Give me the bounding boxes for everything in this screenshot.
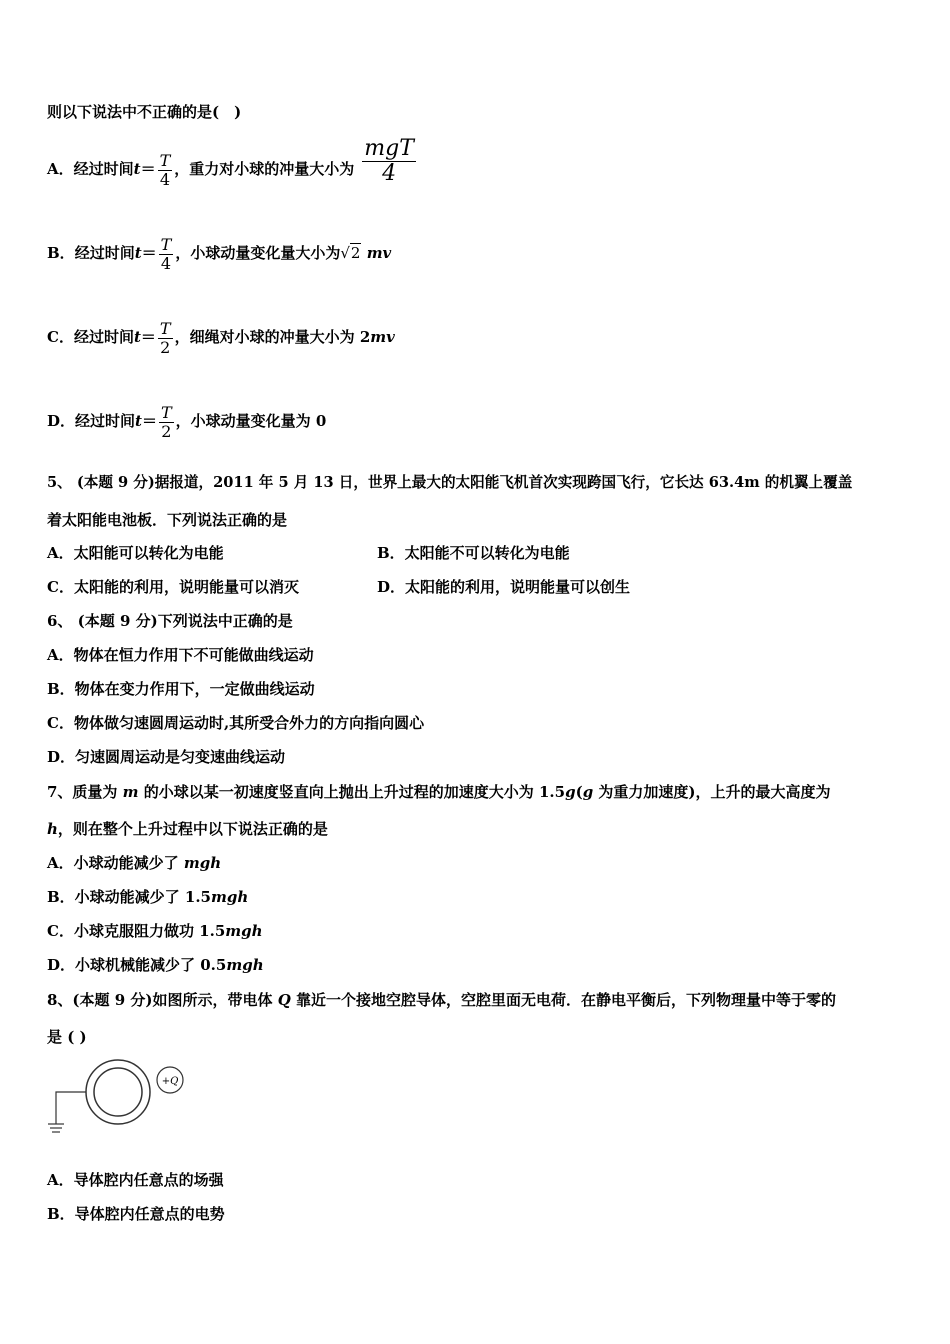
q7-option-b <box>47 887 248 907</box>
option-text: 经过时间 <box>73 160 134 178</box>
q8-text: 靠近一个接地空腔导体，空腔里面无电荷．在静电平衡后，下列物理量中等于零的 <box>290 991 837 1009</box>
q5-stem-line2: 着太阳能电池板．下列说法正确的是 <box>47 511 288 529</box>
q5-option-a: A．太阳能可以转化为电能 <box>47 544 224 562</box>
q6-option-b: B．物体在变力作用下，一定做曲线运动 <box>47 680 315 698</box>
fraction-t <box>159 404 174 441</box>
frac-num: T <box>159 150 171 170</box>
frac-num: T <box>160 234 172 254</box>
q4-option-c <box>47 314 395 360</box>
q7-text: ( <box>575 783 583 801</box>
var-t: t <box>135 412 142 430</box>
q7-stem-line1 <box>47 782 831 802</box>
option-text: B．小球动能减少了 1.5 <box>47 888 211 906</box>
charge-label: +Q <box>161 1076 179 1087</box>
q4-option-a <box>47 135 418 192</box>
frac-num: T <box>160 402 172 422</box>
equals: ＝ <box>141 412 157 430</box>
var-mgh: mgh <box>226 956 264 974</box>
option-text: A．小球动能减少了 <box>47 854 184 872</box>
frac-den: 4 <box>159 254 174 273</box>
q4-option-d <box>47 398 326 444</box>
conductor-inner-circle <box>94 1068 142 1116</box>
equals: ＝ <box>140 160 156 178</box>
var-t: t <box>133 328 141 346</box>
q6-option-d: D．匀速圆周运动是匀变速曲线运动 <box>47 748 286 766</box>
sqrt-expr: √2 <box>340 244 361 262</box>
frac-num: mgT <box>364 135 414 161</box>
q8-option-a: A．导体腔内任意点的场强 <box>47 1171 224 1189</box>
option-text: ，细绳对小球的冲量大小为 2 <box>174 328 371 346</box>
option-letter: C． <box>47 328 74 346</box>
var-g: g <box>582 783 594 801</box>
option-text: 经过时间 <box>75 412 136 430</box>
fraction-t <box>159 236 174 273</box>
hollow-conductor-figure <box>40 1058 200 1143</box>
q6-option-a: A．物体在恒力作用下不可能做曲线运动 <box>47 646 314 664</box>
q8-stem-line1 <box>47 990 836 1010</box>
fraction-answer <box>362 137 416 186</box>
q5-stem-line1: 5、 (本题 9 分)据报道，2011 年 5 月 13 日，世界上最大的太阳能飞机首次实现跨国飞行，它长达 63.4m 的机翼上覆盖 <box>47 474 853 491</box>
q7-text: ，则在整个上升过程中以下说法正确的是 <box>57 820 328 838</box>
q4-stem: 则以下说法中不正确的是( ) <box>47 103 242 121</box>
var-mv: mv <box>366 244 392 262</box>
option-text: D．小球机械能减少了 0.5 <box>47 956 227 974</box>
q6-option-c: C．物体做匀速圆周运动时,其所受合外力的方向指向圆心 <box>47 714 425 732</box>
frac-den: 4 <box>362 161 416 186</box>
option-letter: B． <box>47 244 75 262</box>
q8-text: 8、(本题 9 分)如图所示，带电体 <box>47 991 278 1009</box>
frac-den: 2 <box>158 338 173 357</box>
q7-text: 为重力加速度)，上升的最大高度为 <box>593 783 831 801</box>
q7-text: 7、质量为 <box>47 783 123 801</box>
q6-stem: 6、 (本题 9 分)下列说法中正确的是 <box>47 612 293 630</box>
q5-option-c: C．太阳能的利用，说明能量可以消灭 <box>47 578 299 596</box>
q7-stem-line2 <box>47 819 328 839</box>
var-mv: mv <box>370 328 395 346</box>
q7-option-a <box>47 853 221 873</box>
var-Q: Q <box>277 991 291 1009</box>
frac-den: 2 <box>159 422 174 441</box>
option-text: C．小球克服阻力做功 1.5 <box>47 922 226 940</box>
option-text: 经过时间 <box>74 244 135 262</box>
fraction-t <box>158 152 173 189</box>
q7-text: 的小球以某一初速度竖直向上抛出上升过程的加速度大小为 1.5 <box>138 783 566 801</box>
q5-option-b: B．太阳能不可以转化为电能 <box>377 544 570 562</box>
var-t: t <box>133 160 141 178</box>
var-m: m <box>122 783 139 801</box>
frac-num: T <box>159 318 171 338</box>
var-mgh: mgh <box>183 854 222 872</box>
q7-option-d <box>47 955 264 975</box>
q7-option-c <box>47 921 263 941</box>
equals: ＝ <box>141 244 157 262</box>
var-h: h <box>47 820 58 838</box>
equals: ＝ <box>140 328 156 346</box>
q5-option-d: D．太阳能的利用，说明能量可以创生 <box>377 578 631 596</box>
option-text: ，小球动量变化量大小为 <box>175 244 341 262</box>
var-t: t <box>134 244 142 262</box>
var-g: g <box>565 783 576 801</box>
fraction-t <box>158 320 173 357</box>
q8-option-b: B．导体腔内任意点的电势 <box>47 1205 225 1223</box>
var-mgh: mgh <box>211 888 249 906</box>
sqrt-radicand: 2 <box>350 244 361 262</box>
option-text: ，重力对小球的冲量大小为 <box>174 160 355 178</box>
conductor-outer-circle <box>86 1060 150 1124</box>
var-mgh: mgh <box>225 922 263 940</box>
option-text: ，小球动量变化量为 0 <box>175 412 327 430</box>
option-letter: A． <box>47 160 74 178</box>
option-text: 经过时间 <box>73 328 134 346</box>
ground-wire <box>56 1092 86 1124</box>
option-letter: D． <box>47 412 76 430</box>
q8-stem-line2: 是 ( ) <box>47 1028 87 1046</box>
frac-den: 4 <box>158 170 173 189</box>
q4-option-b <box>47 230 391 276</box>
